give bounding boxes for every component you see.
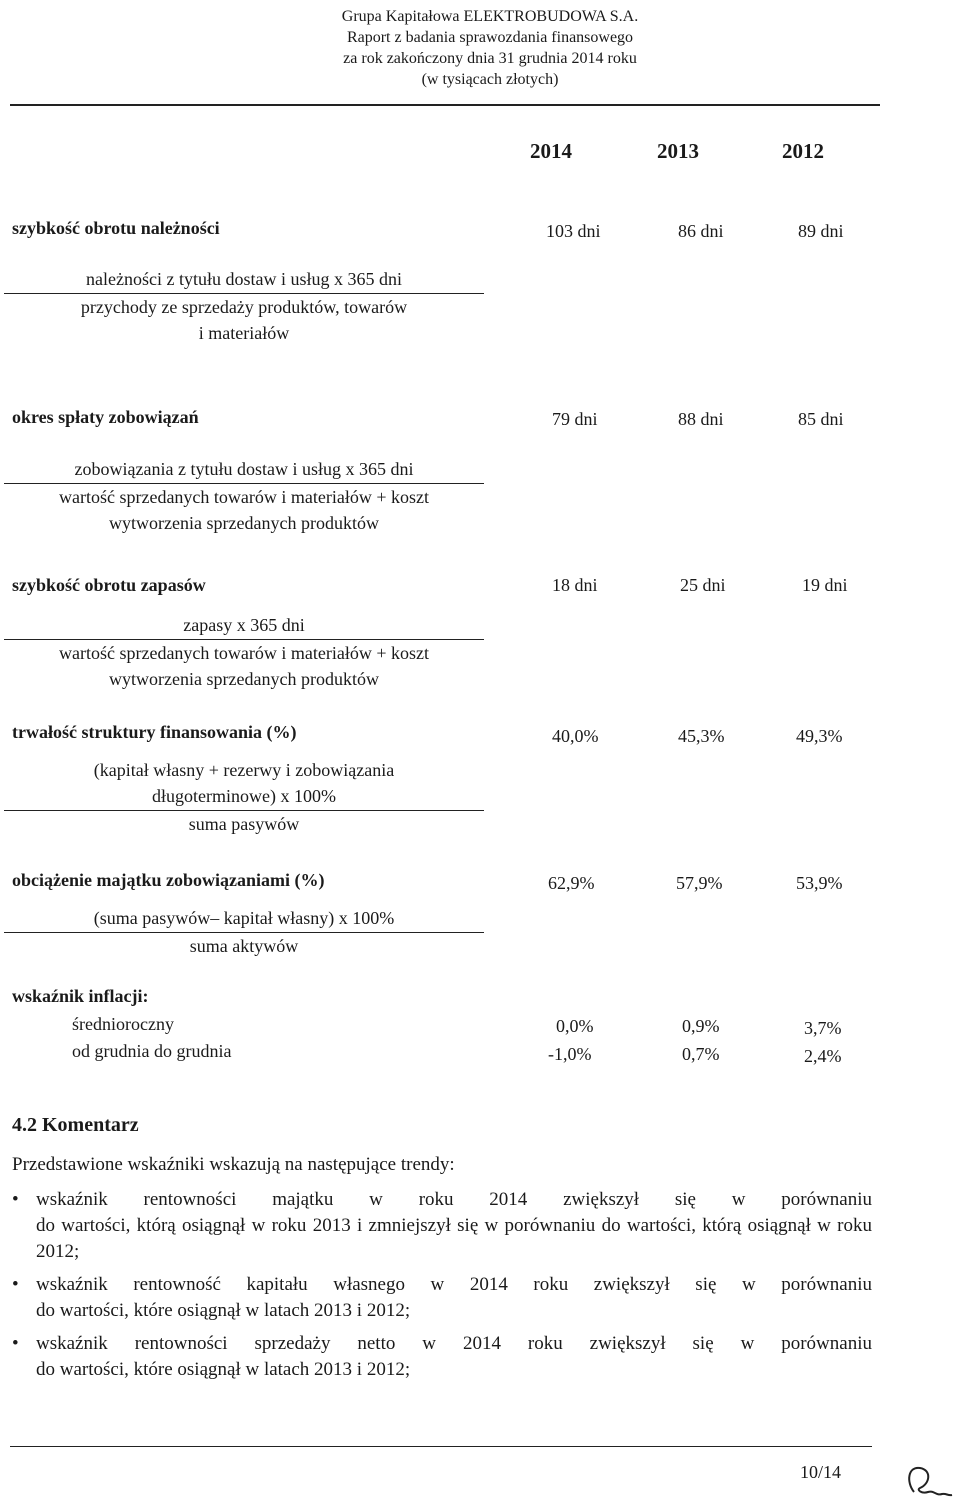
- ratio-label: obciążenie majątku zobowiązaniami (%): [12, 870, 325, 890]
- formula-numerator: długoterminowe) x 100%: [152, 786, 336, 806]
- ratio-formula: [4, 266, 484, 346]
- bullet-text: do wartości, którą osiągnął w roku 2013 i zmniejszył się w porównaniu do wartości, którą osiągnął w roku 2012;: [36, 1215, 872, 1262]
- formula-numerator: zapasy x 365 dni: [183, 615, 305, 635]
- ratio-formula: [4, 612, 484, 692]
- ratio-value-2013: 25 dni: [680, 575, 726, 595]
- report-header: [240, 6, 740, 90]
- inflation-row-label: od grudnia do grudnia: [72, 1041, 232, 1061]
- ratio-value-2014: 62,9%: [548, 873, 595, 893]
- ratio-label: szybkość obrotu zapasów: [12, 575, 206, 595]
- formula-denominator: i materiałów: [198, 323, 290, 343]
- header-company: Grupa Kapitałowa ELEKTROBUDOWA S.A.: [341, 8, 639, 25]
- bullet-text: do wartości, które osiągnął w latach 2013 i 2012;: [36, 1300, 411, 1321]
- inflation-value-2012: 3,7%: [804, 1018, 842, 1038]
- formula-denominator: wytworzenia sprzedanych produktów: [109, 513, 379, 533]
- inflation-value-2014: 0,0%: [556, 1016, 594, 1036]
- inflation-value-2013: 0,7%: [682, 1044, 720, 1064]
- ratio-value-2012: 19 dni: [802, 575, 848, 595]
- bullet-icon: •: [12, 1333, 19, 1354]
- year-2013: 2013: [657, 139, 699, 163]
- formula-denominator: wytworzenia sprzedanych produktów: [109, 669, 379, 689]
- formula-denominator: wartość sprzedanych towarów i materiałów + koszt: [58, 643, 430, 663]
- ratio-formula: [4, 757, 484, 837]
- header-period: za rok zakończony dnia 31 grudnia 2014 roku: [343, 50, 637, 67]
- formula-numerator: należności z tytułu dostaw i usług x 365 dni: [86, 269, 402, 289]
- ratio-label: okres spłaty zobowiązań: [12, 407, 199, 427]
- ratio-label: trwałość struktury finansowania (%): [12, 722, 297, 742]
- year-2012: 2012: [782, 139, 824, 163]
- bullet-text: wskaźnik rentowność kapitału własnego w 2014 roku zwiększył się w porównaniu: [36, 1274, 872, 1295]
- header-rule: [10, 104, 880, 106]
- inflation-value-2013: 0,9%: [682, 1016, 720, 1036]
- year-2014: 2014: [530, 139, 572, 163]
- formula-denominator: suma pasywów: [188, 814, 300, 834]
- ratio-value-2012: 53,9%: [796, 873, 843, 893]
- ratio-value-2014: 103 dni: [546, 221, 601, 241]
- ratio-value-2013: 88 dni: [678, 409, 724, 429]
- initials-signature: [900, 1458, 956, 1504]
- formula-denominator: suma aktywów: [189, 936, 299, 956]
- header-report-title: Raport z badania sprawozdania finansowego: [346, 29, 634, 46]
- footer-rule: [10, 1446, 872, 1447]
- ratio-value-2012: 85 dni: [798, 409, 844, 429]
- formula-denominator: przychody ze sprzedaży produktów, towarów: [80, 297, 408, 317]
- page-number: 10/14: [800, 1462, 842, 1482]
- ratio-value-2013: 45,3%: [678, 726, 725, 746]
- ratio-formula: [4, 456, 484, 536]
- ratio-value-2012: 89 dni: [798, 221, 844, 241]
- inflation-value-2012: 2,4%: [804, 1046, 842, 1066]
- inflation-row-label: średnioroczny: [72, 1014, 174, 1034]
- bullet-icon: •: [12, 1274, 19, 1295]
- ratio-value-2013: 57,9%: [676, 873, 723, 893]
- formula-numerator: (kapitał własny + rezerwy i zobowiązania: [93, 760, 395, 780]
- bullet-text: wskaźnik rentowności sprzedaży netto w 2014 roku zwiększył się w porównaniu: [36, 1333, 872, 1354]
- ratio-value-2012: 49,3%: [796, 726, 843, 746]
- ratio-label: szybkość obrotu należności: [12, 218, 220, 238]
- ratio-value-2013: 86 dni: [678, 221, 724, 241]
- formula-numerator: zobowiązania z tytułu dostaw i usług x 365 dni: [74, 459, 414, 479]
- comment-intro: Przedstawione wskaźniki wskazują na następujące trendy:: [12, 1154, 455, 1175]
- inflation-label: wskaźnik inflacji:: [12, 986, 149, 1006]
- ratio-value-2014: 79 dni: [552, 409, 598, 429]
- bullet-text: do wartości, które osiągnął w latach 2013 i 2012;: [36, 1359, 411, 1380]
- section-heading: 4.2 Komentarz: [12, 1114, 139, 1136]
- ratio-value-2014: 18 dni: [552, 575, 598, 595]
- inflation-value-2014: -1,0%: [548, 1044, 592, 1064]
- bullet-icon: •: [12, 1189, 19, 1210]
- formula-denominator: wartość sprzedanych towarów i materiałów + koszt: [58, 487, 430, 507]
- bullet-text: wskaźnik rentowności majątku w roku 2014 zwiększył się w porównaniu: [36, 1189, 872, 1210]
- formula-numerator: (suma pasywów– kapitał własny) x 100%: [93, 908, 395, 928]
- header-units: (w tysiącach złotych): [421, 71, 559, 88]
- ratio-formula: [4, 905, 484, 959]
- ratio-value-2014: 40,0%: [552, 726, 599, 746]
